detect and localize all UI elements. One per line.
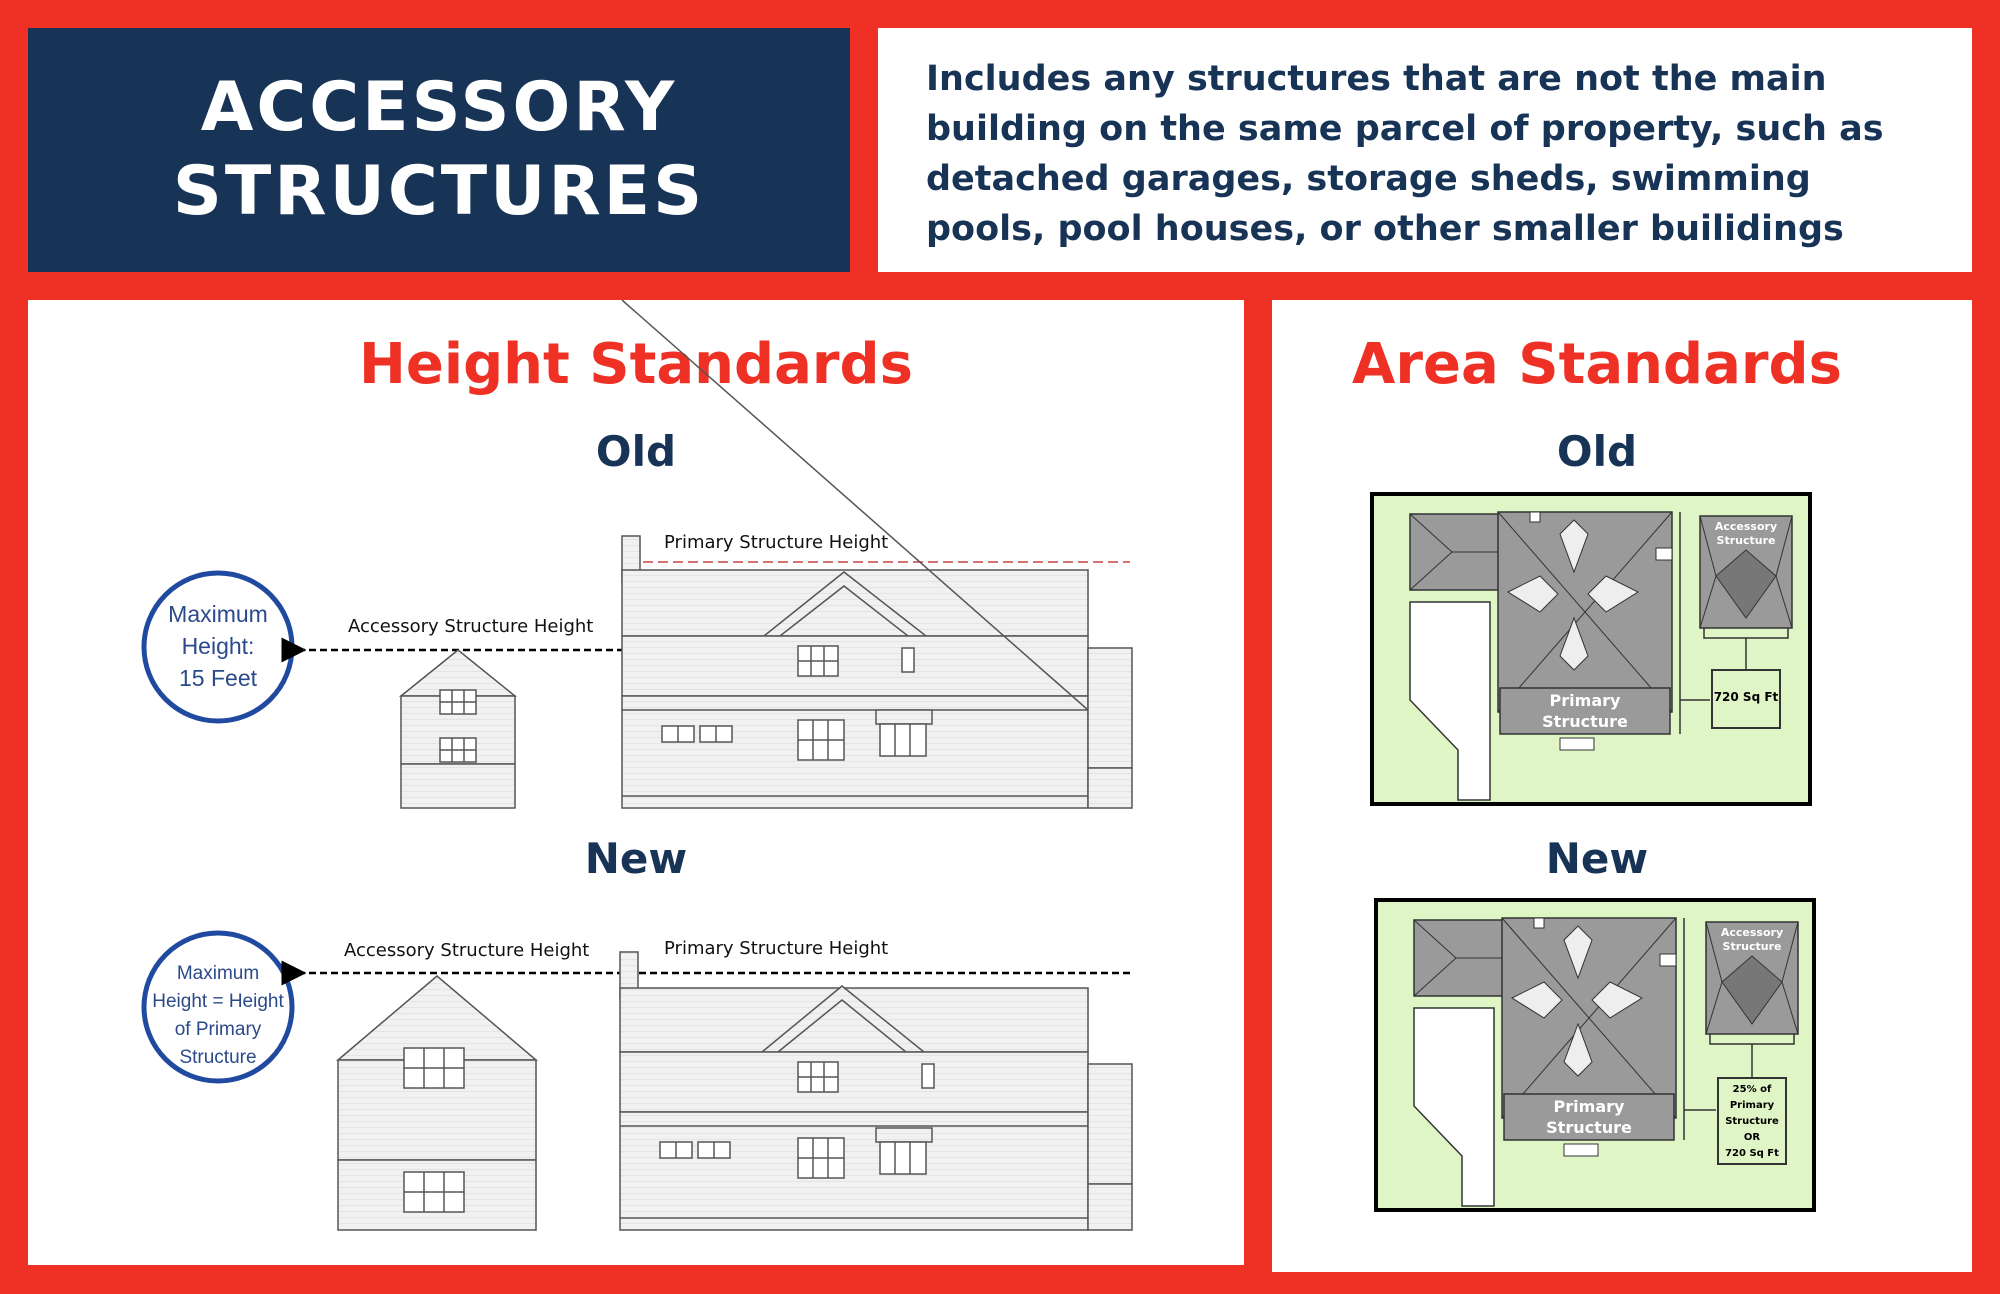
area-new-label: New	[1545, 834, 1649, 883]
height-old-label: Old	[595, 427, 677, 476]
old-primary-building	[622, 300, 1132, 808]
new-circle-line-1: Maximum	[176, 963, 260, 984]
new-circle-line-4: Structure	[179, 1047, 257, 1068]
new-max-height-text	[140, 960, 296, 1072]
old-max-height-text	[146, 598, 290, 694]
old-circle-line-3: 15 Feet	[179, 665, 257, 691]
height-new-label: New	[584, 834, 688, 883]
new-limit-line-5: 720 Sq Ft	[1725, 1148, 1779, 1159]
new-accessory-line-1: Accessory	[1720, 926, 1784, 939]
new-primary-building	[620, 952, 1132, 1230]
new-primary-line-2: Structure	[1546, 1118, 1632, 1137]
new-limit-line-3: Structure	[1725, 1116, 1779, 1127]
new-limit-line-1: 25% of	[1732, 1084, 1772, 1095]
new-limit-line-2: Primary	[1729, 1100, 1775, 1111]
height-standards-panel	[28, 300, 1244, 1265]
old-primary-label	[1500, 690, 1670, 732]
old-primary-line-1: Primary	[1549, 691, 1621, 710]
new-circle-line-3: of Primary	[174, 1019, 262, 1040]
new-accessory-line-2: Structure	[1722, 940, 1782, 953]
old-accessory-label	[1700, 520, 1792, 548]
new-primary-line-1: Primary	[1553, 1097, 1625, 1116]
title-banner	[28, 28, 850, 272]
old-primary-line-2: Structure	[1542, 712, 1628, 731]
old-circle-line-1: Maximum	[168, 601, 268, 627]
old-accessory-line-2: Structure	[1716, 534, 1776, 547]
old-accessory-height-label: Accessory Structure Height	[348, 616, 594, 637]
new-accessory-building	[338, 976, 536, 1230]
old-circle-line-2: Height:	[181, 633, 255, 659]
new-limit-label	[1718, 1082, 1786, 1162]
new-accessory-label	[1706, 926, 1798, 954]
old-primary-height-label: Primary Structure Height	[664, 532, 889, 553]
title-line-2: STRUCTURES	[172, 152, 706, 231]
old-accessory-building	[401, 650, 515, 808]
description-box	[878, 28, 1972, 272]
title-line-1: ACCESSORY	[200, 68, 678, 147]
new-primary-height-label: Primary Structure Height	[664, 938, 889, 959]
height-diagrams	[28, 300, 1244, 1265]
new-circle-line-2: Height = Height	[152, 991, 284, 1012]
new-primary-label	[1504, 1096, 1674, 1138]
area-standards-panel	[1272, 300, 1972, 1272]
height-standards-title: Height Standards	[359, 332, 913, 397]
old-accessory-line-1: Accessory	[1714, 520, 1778, 533]
new-accessory-height-label: Accessory Structure Height	[344, 940, 590, 961]
page-title	[173, 66, 705, 234]
area-standards-title: Area Standards	[1352, 332, 1842, 397]
old-limit-label: 720 Sq Ft	[1713, 690, 1779, 704]
area-old-label: Old	[1556, 427, 1638, 476]
description-text: Includes any structures that are not the main building on the same parcel of property, such as detached garages, storage sheds, swimming pools, pool houses, or other smaller builidings	[926, 59, 1884, 249]
new-limit-line-4: OR	[1743, 1132, 1761, 1143]
